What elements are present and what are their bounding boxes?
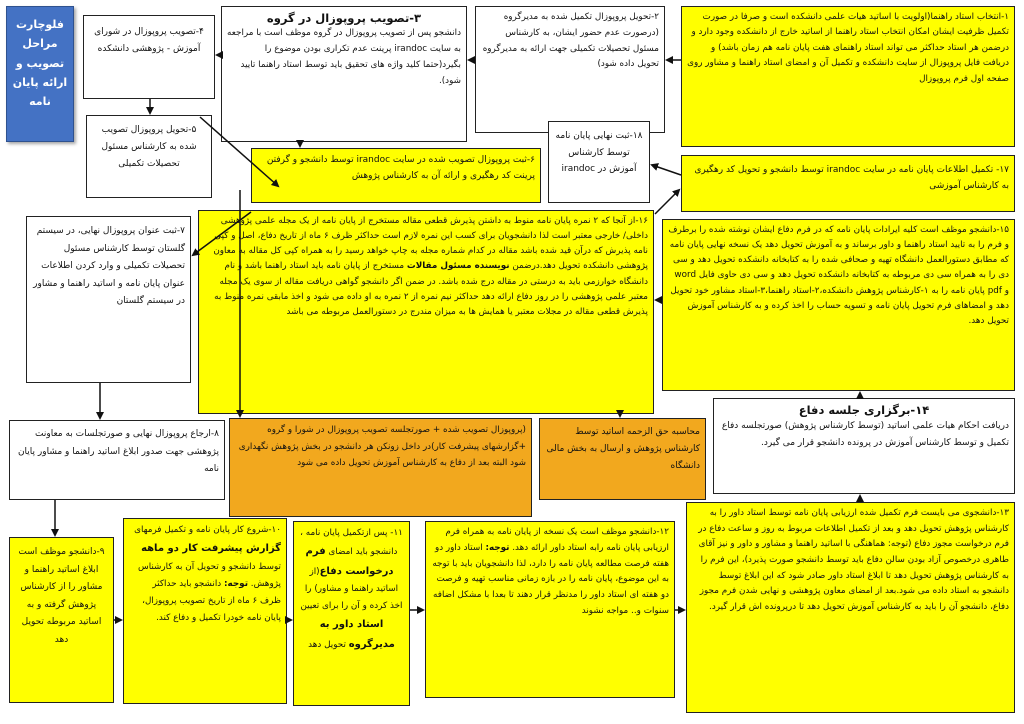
- step-2-text: ۲-تحویل پروپوزال تکمیل شده به مدیرگروه (درصورت عدم حضور ایشان، به کارشناس مسئول تحصیلات تکمیلی جهت ارائه به مدیرگروه تحویل داده شود): [482, 12, 659, 70]
- step-11-text-c: (از اساتید راهنما و مشاور) را اخذ کرده و آن را برای تعیین: [300, 566, 403, 612]
- step-14-box: [713, 398, 1015, 494]
- step-17-text: ۱۷- تکمیل اطلاعات پایان نامه در سایت irandoc توسط دانشجو و تحویل کد رهگیری به کارشناس آموزشی: [694, 165, 1009, 192]
- step-11-text-a: ۱۱- پس ازتکمیل پایان نامه ، دانشجو باید امضای: [300, 528, 403, 558]
- arrow-16-to-17: [655, 190, 679, 214]
- archive-note-box: [229, 418, 532, 517]
- step-15-text: ۱۵-دانشجو موظف است کلیه ایرادات پایان نامه که در فرم دفاع ایشان نوشته شده را برطرف و فرم را به تایید استاد راهنما و داور برساند و به آموزش تحویل دهد یک نسخه نهایی پایان نامه که مطابق دستورالعمل دانشگاه تهیه و صحافی شده را به کتابخانه دانشکده تحویل دهد و سی دی را به همراه سی دی مربوطه به کتابخانه دانشکده تحویل دهد و سی دی حاوی فایل word و pdf پایان نامه را به ۱-کارشناس پژوهش دانشکده،۲-استاد راهنما،۳-استاد مشاور خود تحویل دهد و امضاهای فرم تحویل پایان نامه و تسویه حساب را اخذ کرده و به کارشناس آموزش تحویل دهد.: [668, 225, 1009, 326]
- step-10-text-e: دانشجو باید حداکثر ظرف ۶ ماه از تاریخ تصویب پروپوزال، پایان نامه خودرا تکمیل و دفاع کند.: [142, 578, 281, 624]
- step-1-box: [681, 6, 1015, 147]
- step-6-box: [251, 148, 541, 203]
- step-9-box: [9, 537, 114, 703]
- step-11-text-b: فرم درخواست دفاع: [305, 546, 394, 577]
- step-11-text-d: استاد داور به مدیرگروه: [319, 619, 395, 650]
- fee-calculation-text: محاسبه حق الزحمه اساتید توسط کارشناس پژوهش و ارسال به بخش مالی دانشگاه: [546, 427, 700, 472]
- step-3-title: ۳-تصویب پروپوزال در گروه: [266, 11, 422, 25]
- step-7-box: [26, 216, 191, 383]
- step-12-text-a: ۱۲-دانشجو موظف است یک نسخه از پایان نامه به همراه فرم ارزیابی پایان نامه رابه استاد داور ارائه دهد.: [445, 527, 669, 553]
- step-3-text: دانشجو پس از تصویب پروپوزال در گروه موظف است با مراجعه به سایت irandoc پرینت عدم تکراری بودن موضوع را بگیرد(حتما کلید واژه های تحقیق باید توسط استاد راهنما تایید شود).: [227, 28, 461, 86]
- step-9-text: ۹-دانشجو موظف است ابلاغ اساتید راهنما و مشاور را از کارشناس پژوهش گرفته و به اساتید مربوطه تحویل دهد: [18, 547, 105, 645]
- step-5-box: [86, 115, 212, 198]
- step-11-box: [293, 521, 410, 706]
- step-14-title: ۱۴-برگزاری جلسه دفاع: [798, 403, 930, 417]
- step-12-box: [425, 521, 675, 698]
- arrow-17-to-18: [652, 165, 681, 175]
- step-10-text-b: گزارش پیشرفت کار دو ماهه: [141, 543, 281, 555]
- step-16-text-c: مستخرج از پایان نامه باید استاد راهنما باشد و نام دانشگاه خوارزمی باید به درستی در مقاله درج شده باشد. در ضمن اگر دانشجو گواهی دریافت مقاله از سوی یک مجله معتبر علمی پژوهشی را در روز دفاع ارائه دهد حداکثر نیم نمره از ۲ نمره به او داده می شود و اخذ مابقی نمره منوط به پذیرش قطعی مقاله در مجلات معتبر یا همایش ها به میزان مندرج در دستورالعمل مربوطه می باشد: [214, 261, 648, 317]
- step-15-box: [662, 219, 1015, 391]
- step-18-text: ۱۸-ثبت نهایی پایان نامه توسط کارشناس آموزش در irandoc: [555, 131, 643, 175]
- step-16-box: [198, 210, 654, 414]
- step-4-box: [83, 15, 215, 99]
- step-14-text: دریافت احکام هیات علمی اساتید (توسط کارشناس پژوهش) صورتجلسه دفاع تکمیل و توسط کارشناس آموزش در پرونده دانشجو قرار می گیرد.: [721, 421, 1009, 448]
- step-5-text: ۵-تحویل پروپوزال تصویب شده به کارشناس مسئول تحصیلات تکمیلی: [101, 125, 197, 170]
- step-1-text: ۱-انتخاب استاد راهنما(اولویت با اساتید هیات علمی دانشکده است و صرفا در صورت تکمیل ظرفیت ایشان امکان انتخاب استاد راهنما از اساتید خارج از دانشکده وجود دارد و درضمن هر استاد حداکثر می تواند استاد راهنمای هفت پایان نامه هم زمان باشد) و دریافت فایل پروپوزال از سایت دانشکده و تکمیل آن و امضای استاد راهنما و مشاور روی صفحه اول فرم پروپوزال: [687, 12, 1009, 84]
- step-8-text: ۸-ارجاع پروپوزال نهایی و صورتجلسات به معاونت پژوهشی جهت صدور ابلاغ اساتید راهنما و مشاور پایان نامه: [17, 429, 219, 475]
- step-13-box: [686, 502, 1015, 713]
- step-18-box: [548, 121, 650, 203]
- step-3-box: [221, 6, 467, 142]
- step-11-text-e: تحویل دهد: [308, 639, 349, 650]
- step-10-text-d: توجه:: [223, 578, 248, 589]
- fee-calculation-box: [539, 418, 706, 500]
- step-12-text-b: توجه:: [485, 542, 510, 553]
- archive-note-text: (پروپوزال تصویب شده + صورتجلسه تصویب پروپوزال در شورا و گروه +گزارشهای پیشرفت کار)در داخل زونکن هر دانشجو در بخش پژوهش نگهداری شود البته بعد از دفاع به کارشناس آموزش تحویل داده می شود: [238, 425, 526, 469]
- step-6-text: ۶-ثبت پروپوزال تصویب شده در سایت irandoc توسط دانشجو و گرفتن پرینت کد رهگیری و ارائه آن به کارشناس پژوهش: [266, 155, 535, 182]
- step-10-text-c: توسط دانشجو و تحویل آن به کارشناس پژوهش.: [137, 561, 281, 589]
- step-16-text-a: ۱۶-از آنجا که ۲ نمره پایان نامه منوط به داشتن پذیرش قطعی مقاله مستخرج از پایان نامه از یک مجله علمی پژوهشی داخلی/ خارجی معتبر است لذا دانشجویان برای کسب این نمره لازم است حداکثر ظرف ۶ ماه از تاریخ دفاع، اصل و کپی نامه پذیرش که درآن قید شده باشد مقاله در کدام شماره مجله به چاپ خواهد رسید را به همراه کپی کل مقاله به معاون پژوهشی دانشکده تحویل دهد.درضمن: [213, 216, 648, 272]
- step-7-text: ۷-ثبت عنوان پروپوزال نهایی، در سیستم گلستان توسط کارشناس مسئول تحصیلات تکمیلی و وارد کردن اطلاعات عنوان پایان نامه و اساتید راهنما و مشاور در سیستم گلستان: [33, 226, 185, 307]
- step-17-box: [681, 155, 1015, 212]
- step-10-box: [123, 518, 287, 704]
- step-12-text-c: استاد داور دو هفته فرصت مطالعه پایان نامه را دارد، لذا دانشجویان باید با توجه به این موضوع، پایان نامه را در بازه زمانی مناسب تهیه و فرصت دو هفته ای استاد داور را مدنظر قرار دهند تا بعدا با مشکل اضافه سنوات و.. مواجه نشوند: [432, 542, 669, 617]
- step-8-box: [9, 420, 225, 500]
- step-10-text-a: ۱۰-شروع کار پایان نامه و تکمیل فرمهای: [134, 525, 281, 535]
- step-16-text-b: نویسنده مسئول مقالات: [406, 261, 510, 272]
- step-2-box: [475, 6, 665, 133]
- step-4-text: ۴-تصویب پروپوزال در شورای آموزش - پژوهشی دانشکده: [94, 27, 204, 55]
- step-13-text: ۱۳-دانشجوی می بایست فرم تکمیل شده ارزیابی پایان نامه توسط استاد داور را به کارشناس پژوهش تحویل دهد و بعد از تکمیل اطلاعات مربوط به روز و ساعت دفاع در فرم درخواست مجوز دفاع (توجه: هماهنگی با اساتید راهنما و مشاور و داور و نیز آقای طاهری درخصوص آزاد بودن سالن دفاع باید توسط دانشجو صورت پذیرد)، این فرم را به کارشناس پژوهش تحویل دهد تا ابلاغ استاد داور صادر شود که این ابلاغ توسط دانشجو به استاد داده می شود.بعد از امضای معاون پژوهشی و نهایی شدن فرم مجوز دفاع، دانشجو آن را باید به کارشناس آموزش تحویل دهد تا درپرونده اش قرار گیرد.: [698, 508, 1009, 612]
- flowchart-title: فلوچارت مراحل تصویب و ارائه پایان نامه: [6, 6, 74, 142]
